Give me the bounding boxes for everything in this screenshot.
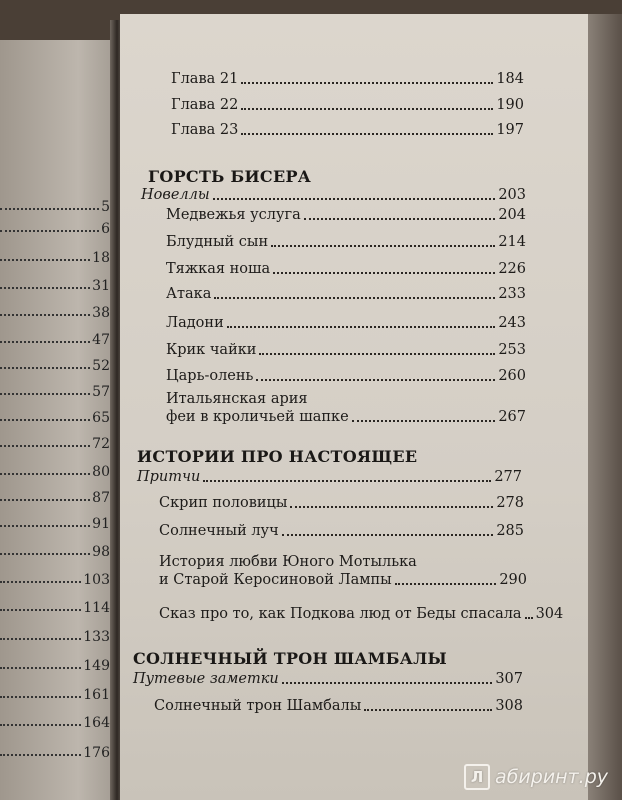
left-toc-entry: 65 [0, 406, 110, 426]
left-toc-entry: 164 [0, 711, 110, 731]
toc-entry-story: Ладони 243 [166, 315, 526, 331]
toc-entry-story-multiline [159, 553, 527, 589]
left-toc-entry: 91 [0, 512, 110, 532]
watermark [464, 764, 608, 790]
toc-entry-line2-text: и Старой Керосиновой Лампы [159, 572, 392, 588]
toc-entry-chapter: Глава 22 190 [171, 97, 524, 113]
toc-entry-story: Крик чайки 253 [166, 342, 526, 358]
left-toc-entry: 80 [0, 460, 110, 480]
left-toc-entry: 72 [0, 432, 110, 452]
toc-entry-story: Медвежья услуга 204 [166, 207, 526, 223]
watermark-text: абиринт.ру [495, 766, 608, 788]
left-toc-entry: 103 [0, 568, 110, 588]
left-toc-entry: 5 [0, 195, 110, 215]
toc-entry-genre: Новеллы 203 [141, 187, 526, 203]
left-toc-entry: 161 [0, 683, 110, 703]
left-toc-entry: 31 [0, 274, 110, 294]
toc-entry-line1: История любви Юного Мотылька [159, 554, 417, 570]
left-toc-entry: 149 [0, 654, 110, 674]
left-toc-entry: 87 [0, 486, 110, 506]
toc-entry-page: 267 [498, 409, 526, 425]
left-toc-entry: 52 [0, 354, 110, 374]
toc-entry-chapter: Глава 21 184 [171, 71, 524, 87]
toc-entry-story: Солнечный трон Шамбалы 308 [154, 698, 523, 714]
left-toc-entry: 114 [0, 596, 110, 616]
left-toc-entry: 47 [0, 328, 110, 348]
toc-entry-genre: Путевые заметки 307 [133, 671, 523, 687]
toc-entry-story: Солнечный луч 285 [159, 523, 524, 539]
left-toc-entry: 98 [0, 540, 110, 560]
toc-entry-chapter: Глава 23 197 [171, 122, 524, 138]
left-toc-entry: 57 [0, 380, 110, 400]
background-edge [588, 14, 622, 800]
section-heading: ИСТОРИИ ПРО НАСТОЯЩЕЕ [137, 447, 418, 466]
left-toc-entry: 6 [0, 217, 110, 237]
toc-entry-story: Тяжкая ноша 226 [166, 261, 526, 277]
toc-entry-story: Блудный сын 214 [166, 234, 526, 250]
left-toc-entry: 38 [0, 301, 110, 321]
toc-entry-story: Скрип половицы 278 [159, 495, 524, 511]
toc-entry-story-multiline [166, 390, 526, 426]
toc-entry-line1: Итальянская ария [166, 391, 308, 407]
toc-entry-genre: Притчи 277 [137, 469, 522, 485]
left-toc-entry: 176 [0, 741, 110, 761]
labirint-logo-icon: Л [464, 764, 490, 790]
left-toc-entry: 133 [0, 625, 110, 645]
toc-entry-story: Сказ про то, как Подкова люд от Беды спасала 304 [159, 606, 564, 622]
toc-entry-line2-text: феи в кроличьей шапке [166, 409, 349, 425]
left-page [0, 40, 112, 800]
toc-entry-line2 [159, 571, 527, 589]
left-toc-entry: 18 [0, 246, 110, 266]
toc-entry-story: Атака 233 [166, 286, 526, 302]
toc-entry-line2 [166, 408, 526, 426]
section-heading: СОЛНЕЧНЫЙ ТРОН ШАМБАЛЫ [133, 649, 448, 668]
section-heading: ГОРСТЬ БИСЕРА [148, 167, 312, 186]
toc-entry-page: 290 [499, 572, 527, 588]
toc-entry-story: Царь-олень 260 [166, 368, 526, 384]
